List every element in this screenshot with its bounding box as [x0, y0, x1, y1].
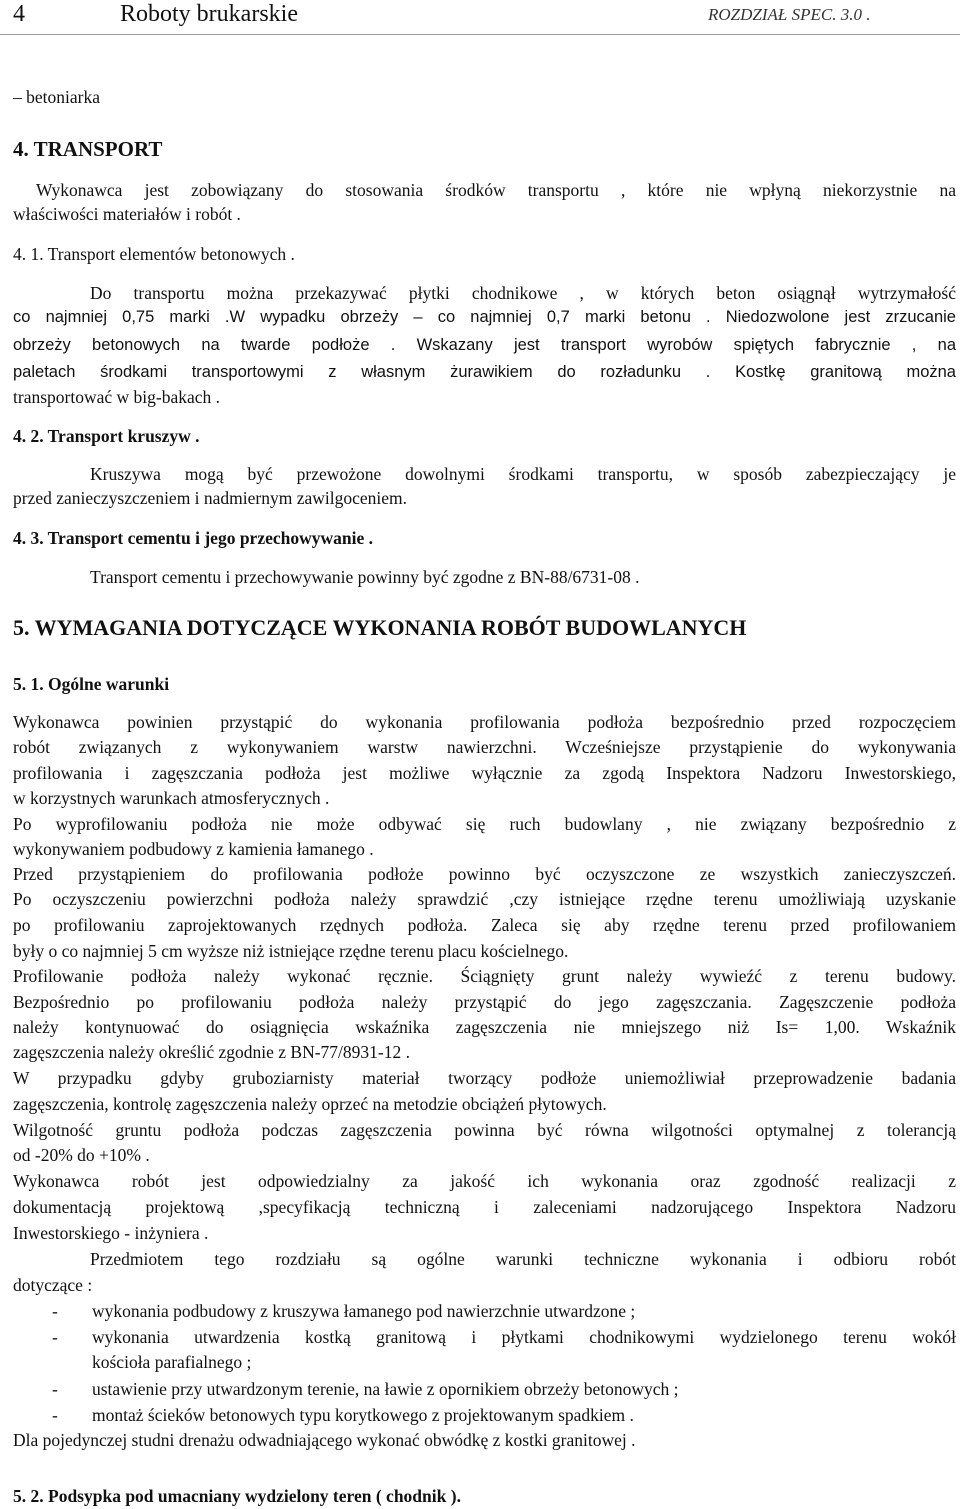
- subheading-4-3: 4. 3. Transport cementu i jego przechowywanie .: [13, 528, 373, 548]
- paragraph-line: Wykonawca robót jest odpowiedzialny za jakość ich wykonania oraz zgodność realizacji z: [13, 1171, 956, 1191]
- list-item: montaż ścieków betonowych typu korytkowego z projektowanym spadkiem .: [92, 1405, 634, 1425]
- paragraph-line: W przypadku gdyby gruboziarnisty materiał tworzący podłoże uniemożliwiał przeprowadzenie badania: [13, 1068, 956, 1088]
- paragraph-line: Przedmiotem tego rozdziału są ogólne warunki techniczne wykonania i odbioru robót: [90, 1249, 956, 1269]
- subheading-5-1: 5. 1. Ogólne warunki: [13, 674, 170, 694]
- heading-wymagania: 5. WYMAGANIA DOTYCZĄCE WYKONANIA ROBÓT BUDOWLANYCH: [13, 615, 747, 640]
- list-item: wykonania utwardzenia kostką granitową i płytkami chodnikowymi wydzielonego terenu wokół: [92, 1327, 956, 1347]
- paragraph-line: właściwości materiałów i robót .: [13, 204, 241, 224]
- list-item: ustawienie przy utwardzonym terenie, na ławie z opornikiem obrzeży betonowych ;: [92, 1379, 679, 1399]
- paragraph-line: przed zanieczyszczeniem i nadmiernym zawilgoceniem.: [13, 488, 408, 508]
- paragraph-line: obrzeży betonowych na twarde podłoże . Wskazany jest transport wyrobów spiętych fabrycznie , na: [13, 336, 956, 354]
- chapter-title: Roboty brukarskie: [120, 1, 298, 27]
- paragraph-line: dotyczące :: [13, 1275, 93, 1295]
- paragraph-line: Wykonawca powinien przystąpić do wykonania profilowania podłoża bezpośrednio przed rozpoczęciem: [13, 712, 956, 732]
- paragraph-line: paletach środkami transportowymi z własnym żurawikiem do rozładunku . Kostkę granitową można: [13, 363, 956, 381]
- paragraph-line: transportować w big-bakach .: [13, 387, 221, 407]
- paragraph-line: zagęszczenia, kontrolę zagęszczenia należy oprzeć na metodzie obciążeń płytowych.: [13, 1094, 607, 1114]
- paragraph-line: Po wyprofilowaniu podłoża nie może odbywać się ruch budowlany , nie związany bezpośrednio z: [13, 814, 956, 834]
- subheading-4-1: 4. 1. Transport elementów betonowych .: [13, 244, 295, 264]
- chapter-number: 4: [13, 1, 25, 27]
- paragraph-line: Wilgotność gruntu podłoża podczas zagęszczenia powinna być równa wilgotności optymalnej z tolerancją: [13, 1120, 956, 1140]
- paragraph-line: Po oczyszczeniu powierzchni podłoża należy sprawdzić ,czy istniejące rzędne terenu umożliwiają uzyskanie: [13, 889, 956, 909]
- paragraph-line: Kruszywa mogą być przewożone dowolnymi środkami transportu, w sposób zabezpieczający je: [90, 464, 956, 484]
- paragraph-line: dokumentacją projektową ,specyfikacją techniczną i zaleceniami nadzorującego Inspektora Nadzoru: [13, 1197, 956, 1217]
- paragraph-line: robót związanych z wykonywaniem warstw nawierzchni. Wcześniejsze przystąpienie do wykonywania: [13, 737, 956, 757]
- subheading-5-2: 5. 2. Podsypka pod umacniany wydzielony teren ( chodnik ).: [13, 1486, 461, 1506]
- paragraph-line: po profilowaniu zaprojektowanych rzędnych podłoża. Zaleca się aby rzędne terenu przed profilowaniem: [13, 915, 956, 935]
- list-item-betoniarka: – betoniarka: [13, 87, 100, 107]
- paragraph-line: profilowania i zagęszczania podłoża jest możliwe wyłącznie za zgodą Inspektora Nadzoru Inwestorskiego,: [13, 763, 956, 783]
- page-header: [0, 0, 960, 30]
- paragraph-line: Do transportu można przekazywać płytki chodnikowe , w których beton osiągnął wytrzymałość: [90, 283, 956, 303]
- paragraph-line: Profilowanie podłoża należy wykonać ręcznie. Ściągnięty grunt należy wywieźć z terenu budowy.: [13, 966, 956, 986]
- heading-transport: 4. TRANSPORT: [13, 137, 163, 161]
- paragraph-line: Dla pojedynczej studni drenażu odwadniającego wykonać obwódkę z kostki granitowej .: [13, 1430, 636, 1450]
- paragraph-line: Inwestorskiego - inżyniera .: [13, 1223, 209, 1243]
- list-item-continuation: kościoła parafialnego ;: [92, 1352, 252, 1372]
- paragraph-line: należy kontynuować do osiągnięcia wskaźnika zagęszczenia nie mniejszego niż Is= 1,00. Wskaźnik: [13, 1017, 956, 1037]
- bullet-dash: -: [52, 1379, 58, 1399]
- paragraph-line: były o co najmniej 5 cm wyższe niż istniejące rzędne terenu placu kościelnego.: [13, 941, 569, 961]
- paragraph-line: od -20% do +10% .: [13, 1145, 150, 1165]
- bullet-dash: -: [52, 1405, 58, 1425]
- paragraph-line: zagęszczenia należy określić zgodnie z BN-77/8931-12 .: [13, 1042, 410, 1062]
- bullet-dash: -: [52, 1301, 58, 1321]
- bullet-dash: -: [52, 1327, 58, 1347]
- paragraph-line: Transport cementu i przechowywanie powinny być zgodne z BN-88/6731-08 .: [90, 567, 640, 587]
- subheading-4-2: 4. 2. Transport kruszyw .: [13, 426, 200, 446]
- section-reference: ROZDZIAŁ SPEC. 3.0 .: [708, 5, 871, 24]
- paragraph-line: co najmniej 0,75 marki .W wypadku obrzeży – co najmniej 0,7 marki betonu . Niedozwolone jest zrzucanie: [13, 308, 956, 326]
- paragraph-line: Wykonawca jest zobowiązany do stosowania środków transportu , które nie wpłyną niekorzystnie na: [36, 180, 956, 200]
- paragraph-line: Bezpośrednio po profilowaniu podłoża należy przystąpić do jego zagęszczania. Zagęszczenie podłoża: [13, 992, 956, 1012]
- list-item: wykonania podbudowy z kruszywa łamanego pod nawierzchnie utwardzone ;: [92, 1301, 636, 1321]
- header-divider: [0, 34, 960, 35]
- paragraph-line: w korzystnych warunkach atmosferycznych .: [13, 788, 330, 808]
- paragraph-line: wykonywaniem podbudowy z kamienia łamanego .: [13, 839, 374, 859]
- paragraph-line: Przed przystąpieniem do profilowania podłoże powinno być oczyszczone ze wszystkich zanieczyszczeń.: [13, 864, 956, 884]
